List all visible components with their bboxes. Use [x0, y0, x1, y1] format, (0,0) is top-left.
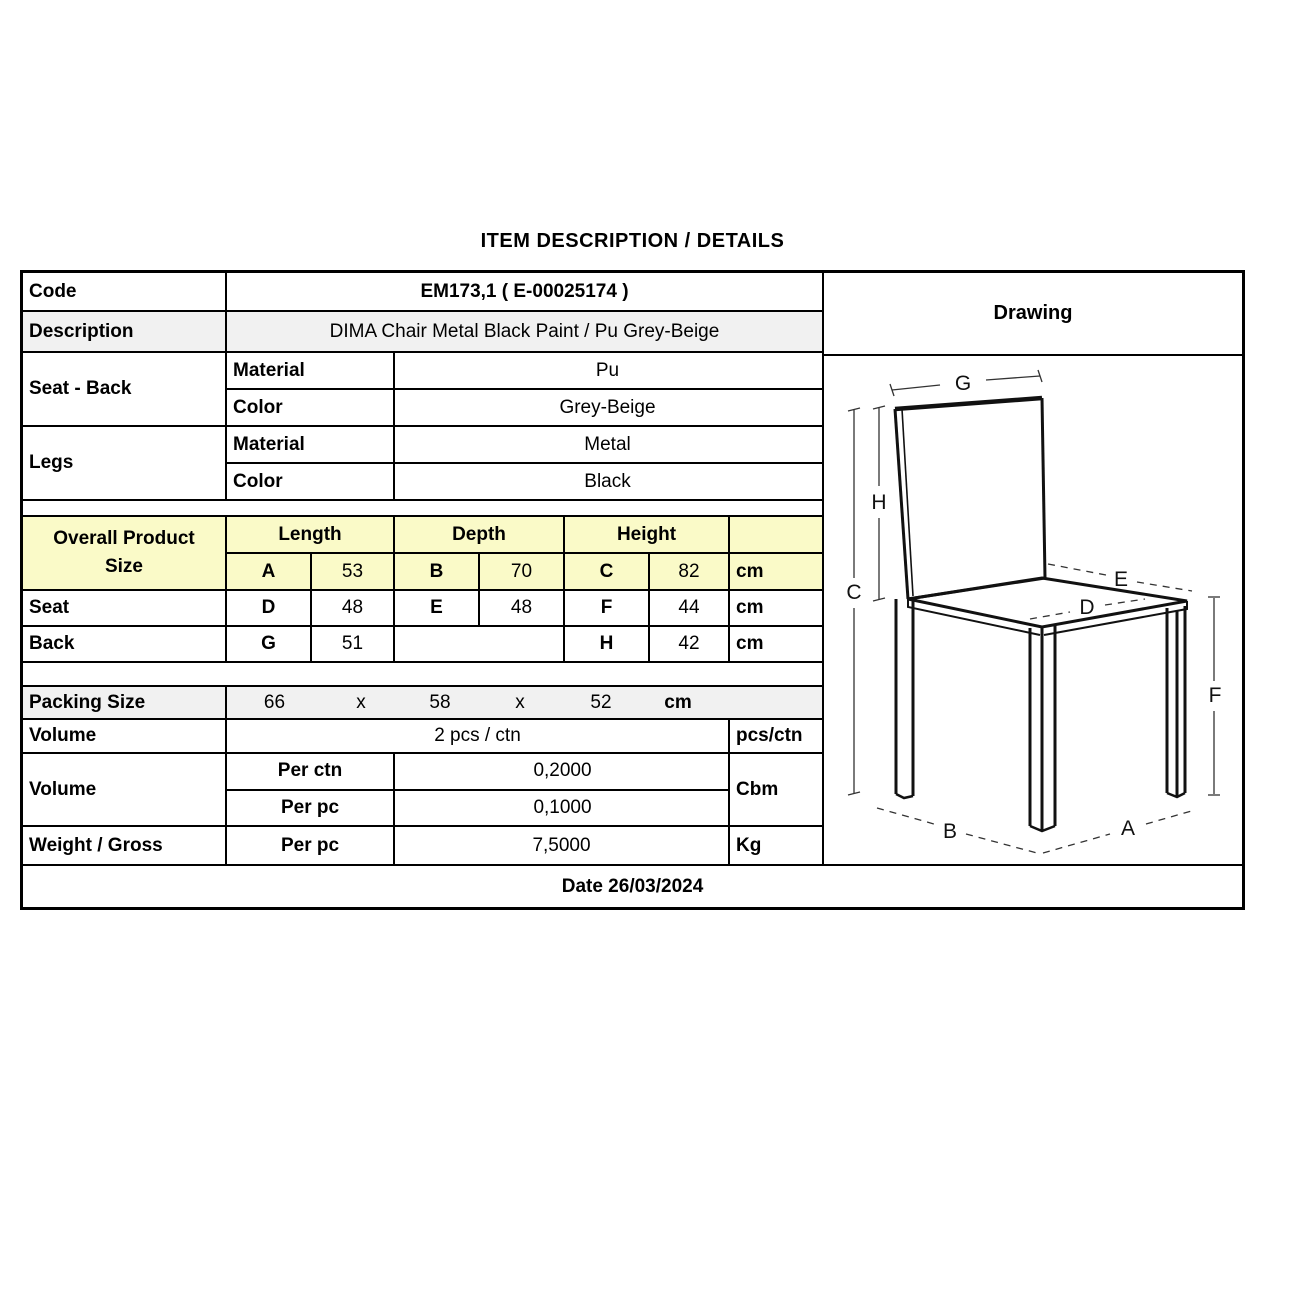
- header-height: Height: [565, 517, 730, 552]
- weight-label: Weight / Gross: [23, 827, 227, 864]
- dim-line-g: [890, 370, 1042, 396]
- section-volume-cbm: [23, 754, 822, 827]
- weight-value: 7,5000: [395, 827, 730, 864]
- row-packing-size: [23, 687, 822, 720]
- row-description: [23, 312, 822, 353]
- dim-label-g: G: [954, 372, 972, 395]
- packing-values: [227, 687, 822, 718]
- dim-label-f: F: [1208, 684, 1222, 707]
- per-pc-value: 0,1000: [533, 796, 592, 818]
- volume-per-pc-row: [227, 791, 730, 826]
- size-header-row: [227, 517, 822, 554]
- spacer-row: [23, 663, 822, 687]
- dim-line-f: [1208, 597, 1221, 795]
- dim-line-e: [1048, 564, 1192, 591]
- drawing-title: Drawing: [824, 273, 1242, 356]
- dim-e-value: 48: [480, 591, 565, 625]
- packing-unit: cm: [664, 691, 692, 713]
- row-volume-pcs: [23, 720, 822, 754]
- per-ctn-value: 0,2000: [533, 760, 592, 782]
- chair-leg-right: [1167, 606, 1185, 797]
- row-back: [23, 627, 822, 663]
- legs-color-value: Black: [584, 470, 631, 492]
- dim-label-h: H: [871, 491, 887, 514]
- dim-line-b: [877, 808, 1037, 853]
- dim-label-e: E: [1113, 568, 1129, 591]
- dim-label-b: B: [942, 820, 958, 843]
- seat-back-material-row: [227, 353, 822, 390]
- seat-back-color-value: Grey-Beige: [559, 396, 656, 418]
- seat-back-material-value: Pu: [595, 359, 620, 381]
- row-weight-gross: [23, 827, 822, 864]
- header-depth: Depth: [395, 517, 565, 552]
- packing-x2: x: [515, 691, 525, 713]
- section-legs: [23, 427, 822, 501]
- seat-back-material-label: Material: [227, 353, 395, 388]
- seat-back-color-row: [227, 390, 822, 425]
- legs-material-value: Metal: [584, 433, 631, 455]
- seat-back-label: Seat - Back: [23, 353, 227, 425]
- volume-pcs-value: 2 pcs / ctn: [227, 720, 730, 752]
- item-details-table: [20, 270, 1245, 910]
- weight-unit: Kg: [736, 834, 762, 856]
- dim-line-a: [1043, 810, 1195, 853]
- page-title: ITEM DESCRIPTION / DETAILS: [480, 230, 785, 252]
- dim-line-h: [871, 406, 886, 601]
- dim-b-value: 70: [480, 554, 565, 589]
- dim-line-c: [846, 408, 861, 795]
- seat-back-color-label: Color: [227, 390, 395, 425]
- section-overall-size: [23, 517, 822, 591]
- row-seat: [23, 591, 822, 627]
- dim-h-value: 42: [650, 627, 730, 661]
- dim-g-key: G: [227, 627, 312, 661]
- packing-x1: x: [356, 691, 366, 713]
- dim-label-d: D: [1079, 596, 1095, 619]
- drawing-pane: [822, 273, 1242, 864]
- spacer-row: [23, 501, 822, 517]
- chair-seat: [908, 578, 1187, 635]
- back-unit: cm: [736, 633, 764, 654]
- seat-label: Seat: [23, 591, 227, 625]
- packing-length: 66: [263, 691, 286, 713]
- dim-e-key: E: [395, 591, 480, 625]
- dim-h-key: H: [565, 627, 650, 661]
- chair-drawing: [824, 356, 1242, 864]
- row-code: [23, 273, 822, 312]
- legs-rows: [227, 427, 822, 499]
- code-value: EM173,1 ( E-00025174 ): [420, 280, 629, 302]
- date-value: Date 26/03/2024: [561, 875, 704, 897]
- legs-material-label: Material: [227, 427, 395, 462]
- dim-label-c: C: [846, 581, 862, 604]
- chair-leg-rear-left: [896, 599, 913, 798]
- table-body: [23, 273, 1242, 866]
- volume-cbm-unit: Cbm: [728, 754, 818, 825]
- dim-a-value: 53: [312, 554, 395, 589]
- dim-d-value: 48: [312, 591, 395, 625]
- per-ctn-label: Per ctn: [227, 754, 395, 789]
- legs-color-label: Color: [227, 464, 395, 499]
- dim-g-value: 51: [312, 627, 395, 661]
- dim-a-key: A: [227, 554, 312, 589]
- overall-unit: cm: [736, 560, 764, 582]
- dim-line-d: [1030, 596, 1145, 619]
- chair-backrest: [895, 398, 1045, 599]
- dim-c-value: 82: [650, 554, 730, 589]
- seat-unit: cm: [736, 597, 764, 618]
- code-label: Code: [23, 273, 227, 310]
- description-label: Description: [23, 312, 227, 351]
- volume-pcs-unit: pcs/ctn: [736, 725, 803, 746]
- volume-cbm-label: Volume: [23, 754, 227, 825]
- spec-pane: [23, 273, 822, 864]
- header-unit-blank: [730, 517, 820, 552]
- dim-d-key: D: [227, 591, 312, 625]
- volume-per-ctn-row: [227, 754, 730, 791]
- header-length: Length: [227, 517, 395, 552]
- overall-size-rows: [227, 517, 822, 589]
- seat-back-rows: [227, 353, 822, 425]
- section-seat-back: [23, 353, 822, 427]
- dim-f-value: 44: [650, 591, 730, 625]
- size-overall-row: [227, 554, 822, 589]
- packing-label: Packing Size: [23, 687, 227, 718]
- dim-f-key: F: [565, 591, 650, 625]
- legs-label: Legs: [23, 427, 227, 499]
- per-pc-label: Per pc: [227, 791, 395, 826]
- overall-size-label: Overall Product Size: [23, 517, 227, 589]
- dim-label-a: A: [1120, 817, 1136, 840]
- volume-pcs-label: Volume: [23, 720, 227, 752]
- weight-key: Per pc: [227, 827, 395, 864]
- back-row-empty-cell: [395, 627, 565, 661]
- description-value: DIMA Chair Metal Black Paint / Pu Grey-Beige: [329, 320, 720, 342]
- chair-isometric-svg: [824, 356, 1242, 862]
- legs-color-row: [227, 464, 822, 499]
- packing-width: 58: [429, 691, 451, 713]
- dim-b-key: B: [395, 554, 480, 589]
- date-row: [23, 866, 1242, 907]
- dim-c-key: C: [565, 554, 650, 589]
- chair-leg-front: [1030, 624, 1055, 831]
- packing-height: 52: [590, 691, 612, 713]
- legs-material-row: [227, 427, 822, 464]
- back-label: Back: [23, 627, 227, 661]
- volume-cbm-rows: [227, 754, 730, 825]
